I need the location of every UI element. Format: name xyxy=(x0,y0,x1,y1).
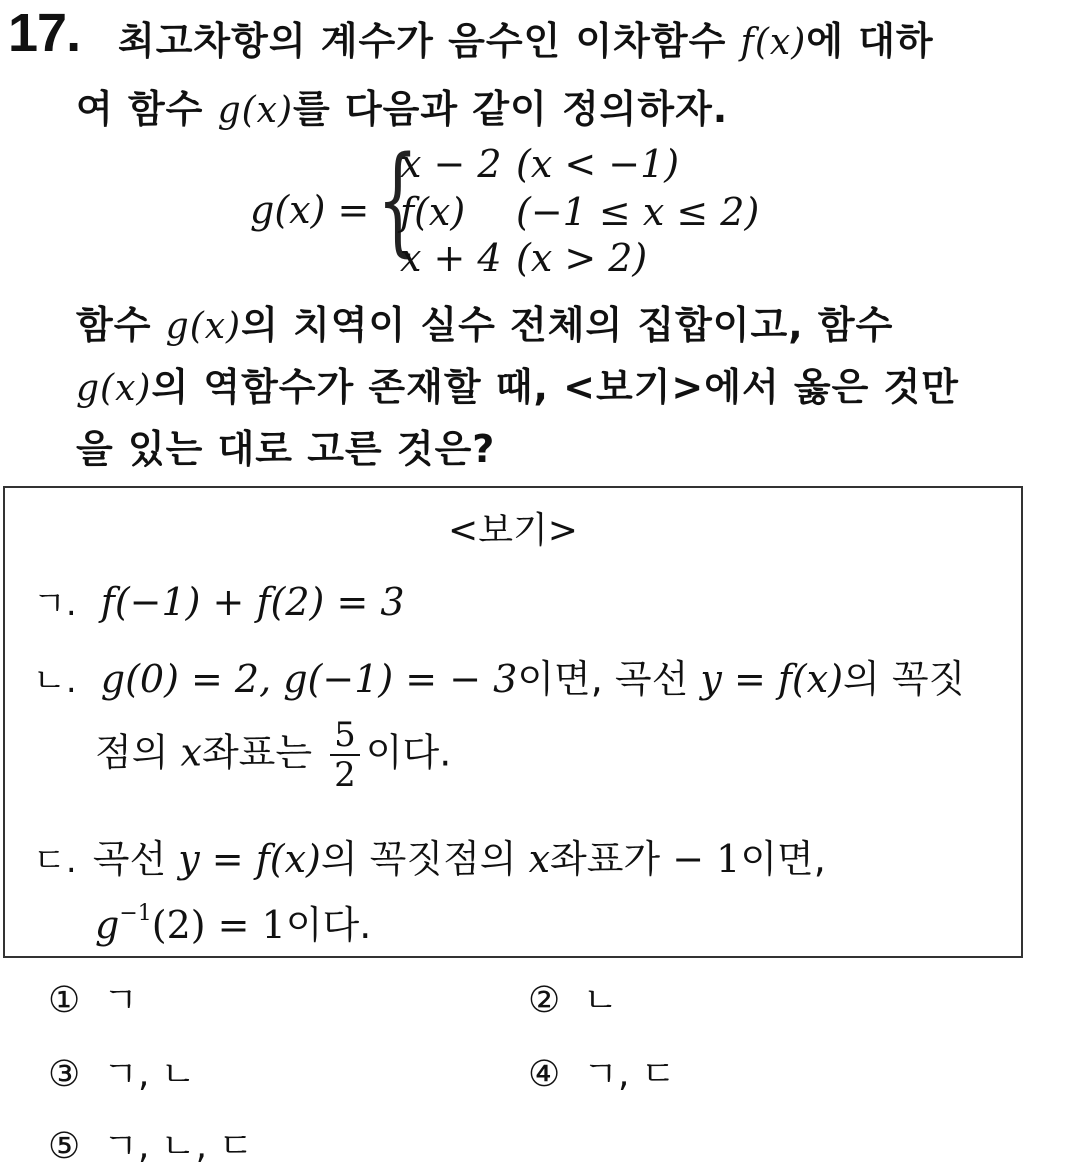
choice-5[interactable]: ⑤ ㄱ, ㄴ, ㄷ xyxy=(48,1126,254,1167)
item-label: ㄴ. xyxy=(33,661,77,701)
item-label: ㄱ. xyxy=(33,584,77,624)
question-text: 함수 xyxy=(76,303,166,347)
bogi-item-nieun xyxy=(33,648,965,703)
choice-3[interactable]: ③ ㄱ, ㄴ xyxy=(48,1054,196,1095)
item-label: ㄷ. xyxy=(33,841,77,881)
question-line-4 xyxy=(76,356,959,411)
choice-2[interactable]: ② ㄴ xyxy=(528,980,618,1021)
question-text: 여 함수 xyxy=(76,87,218,131)
question-text: 에 대하 xyxy=(806,19,934,63)
question-text: 을 있는 대로 고른 것은? xyxy=(76,427,496,471)
item-text: 의 꼭짓점의 xyxy=(320,837,529,881)
question-line-1 xyxy=(118,10,934,65)
superscript: −1 xyxy=(119,901,152,926)
math-expression: − 1 xyxy=(672,837,741,881)
math-expression: y = f(x) xyxy=(700,657,844,701)
item-text: 점의 xyxy=(95,730,181,775)
question-number: 17. xyxy=(8,3,81,63)
question-line-3 xyxy=(76,294,893,349)
math-expression: g(0) = 2, g(−1) = − 3 xyxy=(100,657,518,701)
item-text: 좌표가 xyxy=(550,837,673,881)
math-expression: (2) = 1 xyxy=(151,903,286,947)
bogi-title: <보기> xyxy=(448,510,578,551)
question-text: 의 역함수가 존재할 때, <보기>에서 옳은 것만 xyxy=(151,365,959,409)
item-text: 이다. xyxy=(365,730,452,775)
bogi-item-giyeok xyxy=(33,576,405,625)
choice-4[interactable]: ④ ㄱ, ㄷ xyxy=(528,1054,676,1095)
math-expression: g(x) xyxy=(217,90,294,131)
math-expression: f(x) xyxy=(740,22,807,63)
question-text: 의 치역이 실수 전체의 집합이고, 함수 xyxy=(241,303,894,347)
bogi-item-nieun-continued xyxy=(95,716,451,794)
piecewise-definition: g(x) = { x − 2 (x < −1) f(x) (−1 ≤ x ≤ 2) x + 4 (x > 2) xyxy=(250,130,760,280)
item-text: 의 꼭짓 xyxy=(843,657,966,701)
question-line-2 xyxy=(76,78,728,133)
math-expression: g xyxy=(95,903,120,947)
question-text: 최고차항의 계수가 음수인 이차함수 xyxy=(118,19,741,63)
bogi-item-digeut xyxy=(33,828,826,883)
math-expression: x xyxy=(528,837,551,881)
fraction: $\frac{5}{2}$ xyxy=(330,716,360,794)
item-text: 좌표는 xyxy=(201,730,325,775)
bogi-item-digeut-continued xyxy=(95,894,371,949)
item-text: 이다. xyxy=(285,903,372,947)
item-text: 이면, 곡선 xyxy=(517,657,701,701)
math-expression: y = f(x) xyxy=(178,837,321,881)
question-text: 를 다음과 같이 정의하자. xyxy=(293,87,729,131)
item-text: 이면, xyxy=(740,837,826,881)
math-expression: x xyxy=(180,730,202,775)
choice-1[interactable]: ① ㄱ xyxy=(48,980,138,1021)
bogi-box xyxy=(3,486,1023,958)
math-expression: g(x) xyxy=(76,368,152,409)
piecewise-lhs: g(x) = xyxy=(250,188,370,232)
math-expression: f(−1) + f(2) = 3 xyxy=(100,580,405,624)
item-text: 곡선 xyxy=(92,837,179,881)
left-brace: { xyxy=(377,130,419,268)
question-line-5 xyxy=(76,418,495,473)
math-expression: g(x) xyxy=(165,306,242,347)
